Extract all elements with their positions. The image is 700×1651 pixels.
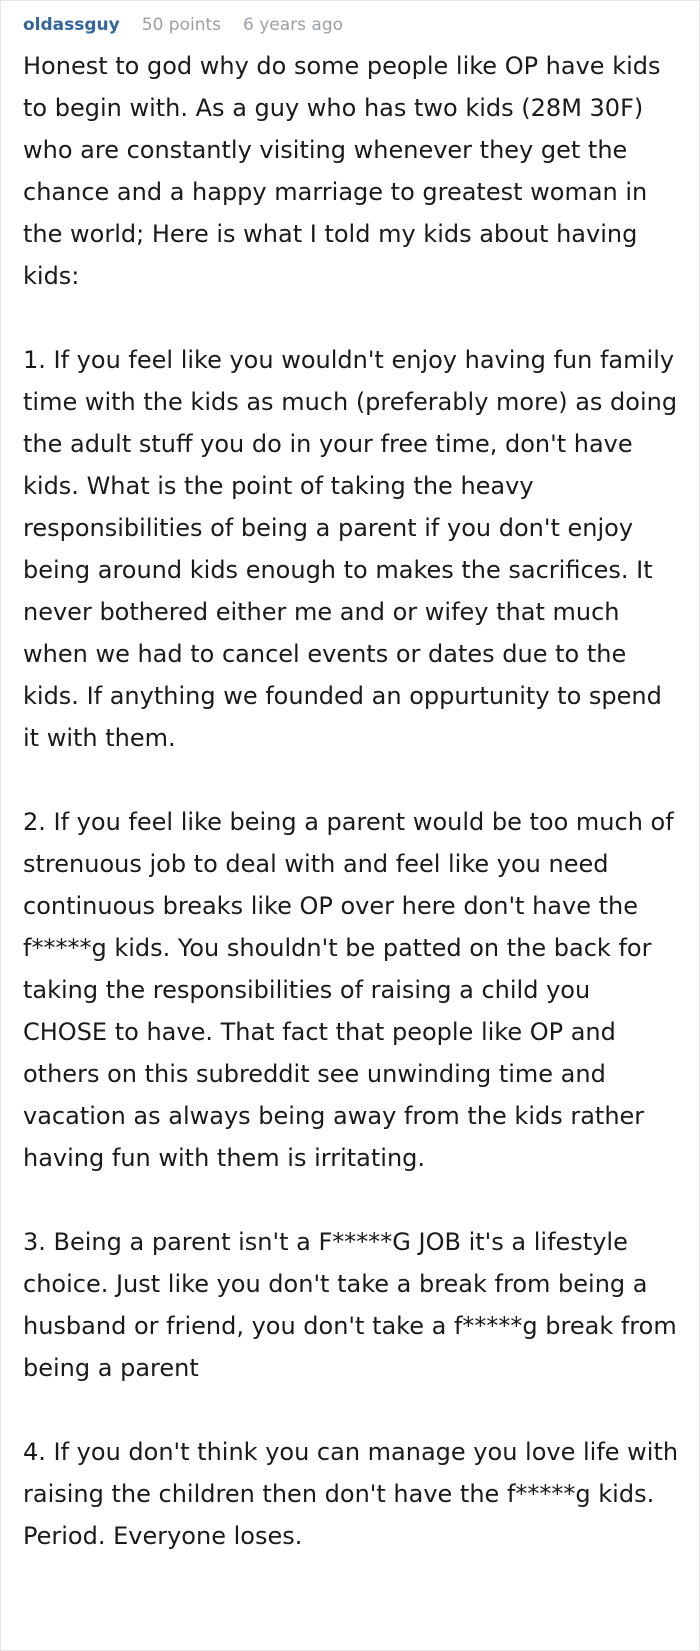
comment-paragraph-point-3: 3. Being a parent isn't a F*****G JOB it's a lifestyle choice. Just like you don't take a break from being a husband or friend, you don't take a f*****g break from being a parent	[23, 1228, 677, 1382]
comment-paragraph-point-4: 4. If you don't think you can manage you love life with raising the children then don't have the f*****g kids. Period. Everyone loses.	[23, 1438, 679, 1550]
author-link[interactable]: oldassguy	[23, 15, 120, 35]
points-count: 50 points	[141, 15, 221, 35]
timestamp: 6 years ago	[243, 15, 344, 35]
comment-paragraph-intro: Honest to god why do some people like OP have kids to begin with. As a guy who has two kids (28M 30F) who are constantly visiting whenever they get the chance and a happy marriage to greatest woman in the world; Here is what I told my kids about having kids:	[23, 52, 661, 290]
comment-body	[23, 45, 679, 1557]
comment-paragraph-point-2: 2. If you feel like being a parent would be too much of strenuous job to deal with and feel like you need continuous breaks like OP over here don't have the f*****g kids. You shouldn't be patted on the back for taking the responsibilities of raising a child you CHOSE to have. That fact that people like OP and others on this subreddit see unwinding time and vacation as always being away from the kids rather having fun with them is irritating.	[23, 808, 674, 1172]
comment-paragraph-point-1: 1. If you feel like you wouldn't enjoy having fun family time with the kids as much (preferably more) as doing the adult stuff you do in your free time, don't have kids. What is the point of taking the heavy responsibilities of being a parent if you don't enjoy being around kids enough to makes the sacrifices. It never bothered either me and or wifey that much when we had to cancel events or dates due to the kids. If anything we founded an oppurtunity to spend it with them.	[23, 346, 678, 752]
comment-meta	[23, 15, 679, 45]
